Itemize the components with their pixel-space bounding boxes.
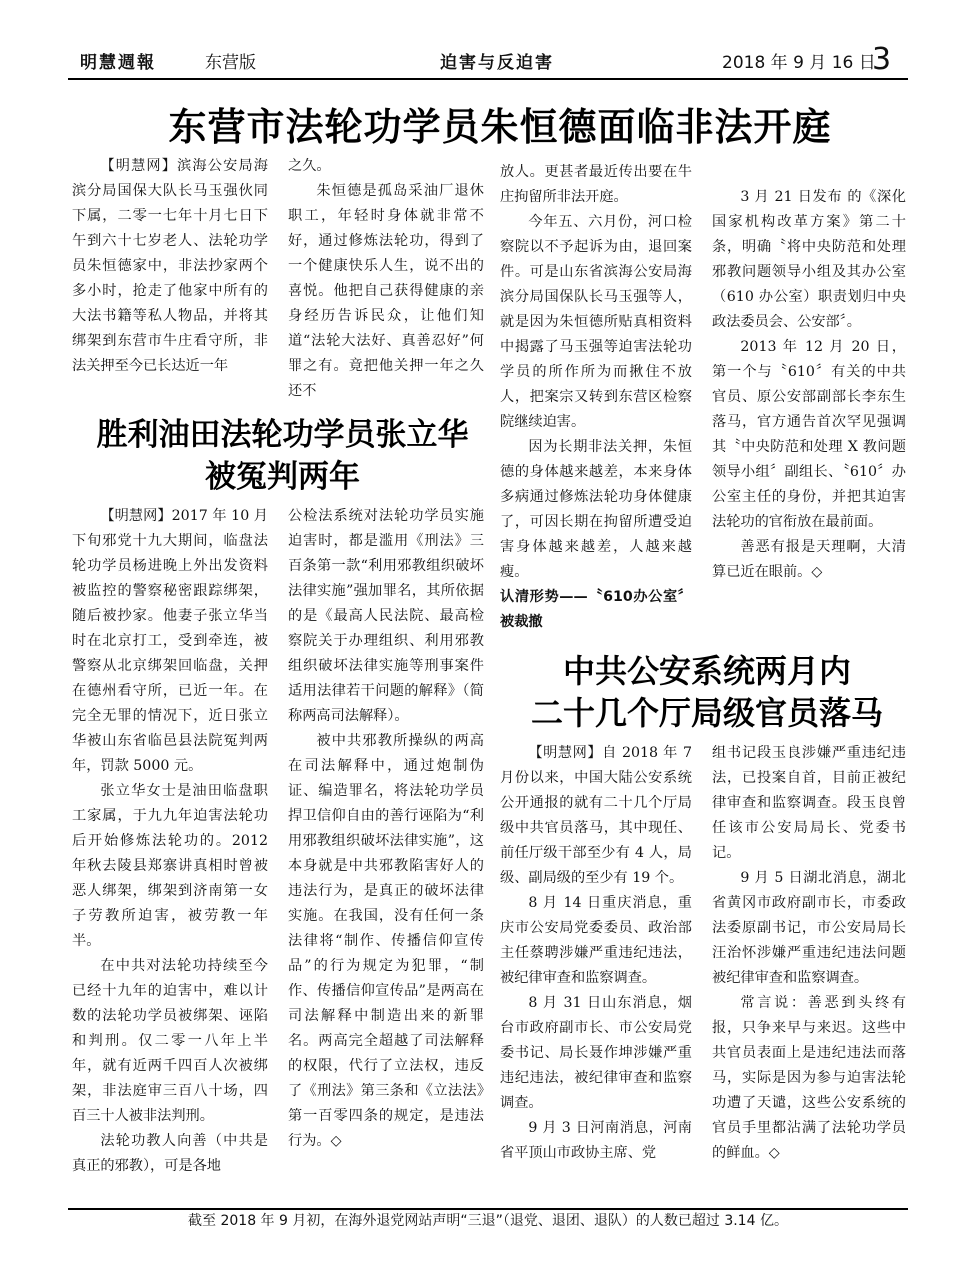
article2-title-line-2: 被冤判两年 — [205, 459, 360, 495]
paragraph: 善恶有报是天理啊，大清算已近在眼前。◇ — [712, 539, 906, 580]
article1-title: 东营市法轮功学员朱恒德面临非法开庭 — [168, 104, 832, 149]
paragraph: 法轮功教人向善（中共是真正的邪教），可是各地 — [72, 1133, 268, 1174]
article2-title-line-1: 胜利油田法轮功学员张立华 — [96, 417, 469, 453]
footer-note: 截至 2018 年 9 月初，在海外退党网站声明“三退”（退党、退团、退队）的人数已超过 3.14 亿。 — [188, 1213, 788, 1229]
paragraph: 9 月 5 日湖北消息，湖北省黄冈市政府副市长，市委政法委原副书记，市公安局局长汪治怀涉嫌严重违纪违法问题被纪律审查和监察调查。 — [712, 870, 906, 986]
article1-column-3 — [500, 160, 692, 630]
article2-column-1 — [72, 504, 268, 1202]
paragraph: 之久。 — [288, 158, 331, 174]
paragraph: 【明慧网】滨海公安局海滨分局国保大队长马玉强伙同下属，二零一七年十月七日下午到六十七岁老人、法轮功学员朱恒德家中，非法抄家两个多小时，抢走了他家中所有的大法书籍等私人物品，并将其绑架到东营市牛庄看守所，非法关押至今已长达近一年 — [72, 158, 268, 374]
paragraph: 今年五、六月份，河口检察院以不予起诉为由，退回案件。可是山东省滨海公安局海滨分局国保队长马玉强等人，就是因为朱恒德所贴真相资料中揭露了马玉强等迫害法轮功学员的所作所为而揪住不放人，把案宗又转到东营区检察院继续迫害。 — [500, 214, 692, 430]
paragraph: 在中共对法轮功持续至今已经十九年的迫害中，难以计数的法轮功学员被绑架、诬陷和判刑。仅二零一八年上半年，就有近两千四百人次被绑架，非法庭审三百八十场，四百三十人被非法判刑。 — [72, 958, 268, 1124]
paragraph: 放人。更甚者最近传出要在牛庄拘留所非法开庭。 — [500, 164, 692, 205]
paragraph: 组书记段玉良涉嫌严重违纪违法，已投案自首，目前正被纪律审查和监察调查。段玉良曾任该市公安局局长、党委书记。 — [712, 745, 906, 861]
edition-label: 东营版 — [205, 53, 256, 73]
article3-title-line-2: 二十几个厅局级官员落马 — [530, 694, 883, 732]
page-number: 3 — [872, 42, 892, 77]
article1-column-2 — [288, 154, 484, 399]
paragraph: 公检法系统对法轮功学员实施迫害时，都是滥用《刑法》三百条第一款“利用邪教组织破坏法律实施”强加罪名，其所依据的是《最高人民法院、最高检察院关于办理组织、利用邪教组织破坏法律实施等刑事案件适用法律若干问题的解释》（简称两高司法解释）。 — [288, 508, 484, 724]
paragraph: 2013 年 12 月 20 日，第一个与〝610〞有关的中共官员、原公安部副部长李东生落马，官方通告首次罕见强调其〝中央防范和处理 X 教问题领导小组〞副组长、〝610〞办公室主任的身份，并把其迫害法轮功的官衔放在最前面。 — [712, 339, 906, 530]
paragraph: 因为长期非法关押，朱恒德的身体越来越差，本来身体多病通过修炼法轮功身体健康了，可因长期在拘留所遭受迫害身体越来越差，人越来越瘦。 — [500, 439, 692, 580]
paragraph: 张立华女士是油田临盘职工家属，于九九年迫害法轮功后开始修炼法轮功的。2012 年秋去陵县郑寨讲真相时曾被恶人绑架，绑架到济南第一女子劳教所迫害，被劳教一年半。 — [72, 783, 268, 949]
paragraph: 8 月 31 日山东消息，烟台市政府副市长、市公安局党委书记、局长聂作坤涉嫌严重违纪违法，被纪律审查和监察调查。 — [500, 995, 692, 1111]
header-rule — [68, 78, 908, 80]
article3-column-1 — [500, 741, 692, 1203]
subheading: 认清形势——〝610办公室〞被裁撤 — [500, 589, 692, 630]
paragraph: 【明慧网】自 2018 年 7 月份以来，中国大陆公安系统公开通报的就有二十几个厅局级中共官员落马，其中现任、前任厅级干部至少有 4 人，局级、副局级的至少有 19 个。 — [500, 745, 692, 886]
paragraph: 8 月 14 日重庆消息，重庆市公安局党委委员、政治部主任蔡聘涉嫌严重违纪违法，被纪律审查和监察调查。 — [500, 895, 692, 986]
paragraph: 朱恒德是孤岛采油厂退休职工，年轻时身体就非常不好，通过修炼法轮功，得到了一个健康快乐人生，说不出的喜悦。他把自己获得健康的亲身经历告诉民众，让他们知道“法轮大法好、真善忍好”何罪之有。竟把他关押一年之久还不 — [288, 183, 484, 399]
section-title: 迫害与反迫害 — [440, 53, 554, 73]
paragraph: 常言说：善恶到头终有报，只争来早与来迟。这些中共官员表面上是违纪违法而落马，实际是因为参与迫害法轮功遭了天谴，这些公安系统的官员手里都沾满了法轮功学员的鲜血。◇ — [712, 995, 906, 1161]
paragraph: 9 月 3 日河南消息，河南省平顶山市政协主席、党 — [500, 1120, 692, 1161]
article1-column-1 — [72, 154, 268, 394]
article2-column-2 — [288, 504, 484, 1202]
article3-column-2 — [712, 741, 906, 1203]
paragraph: 【明慧网】2017 年 10 月下旬邪党十九大期间，临盘法轮功学员杨进晚上外出发资料被监控的警察秘密跟踪绑架，随后被抄家。他妻子张立华当时在北京打工，受到牵连，被警察从北京绑架回临盘，关押在德州看守所，已近一年。在完全无罪的情况下，近日张立华被山东省临邑县法院冤判两年，罚款 5000 元。 — [72, 508, 268, 774]
article3-title-line-1: 中共公安系统两月内 — [562, 652, 851, 690]
paragraph: 被中共邪教所操纵的两高在司法解释中，通过炮制伪证、编造罪名，将法轮功学员捍卫信仰自由的善行诬陷为“利用邪教组织破坏法律实施”，这本身就是中共邪教陷害好人的违法行为，是真正的破坏法律实施。在我国，没有任何一条法律将“制作、传播信仰宣传品”的行为规定为犯罪，“制作、传播信仰宣传品”是两高在司法解释中制造出来的新罪名。两高完全超越了司法解释的权限，代行了立法权，违反了《刑法》第三条和《立法法》第一百零四条的规定，是违法行为。◇ — [288, 733, 484, 1149]
paragraph: 3 月 21 日发布 的《深化国家机构改革方案》第二十条，明确〝将中央防范和处理邪教问题领导小组及其办公室（610 办公室）职责划归中央政法委员会、公安部〞。 — [712, 189, 906, 330]
newspaper-brand: 明慧週報 — [80, 53, 156, 73]
article1-column-4 — [712, 185, 906, 620]
issue-date: 2018 年 9 月 16 日 — [722, 53, 876, 73]
